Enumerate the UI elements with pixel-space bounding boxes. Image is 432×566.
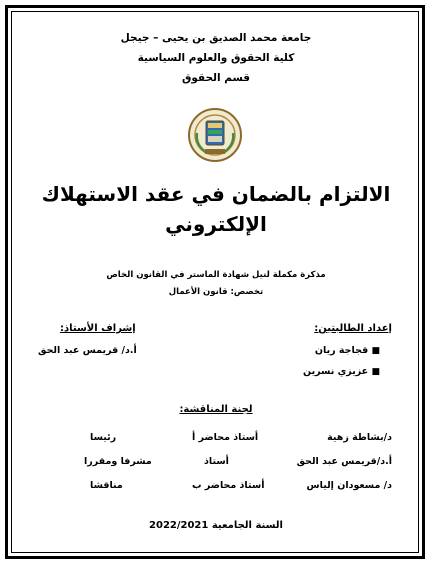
bullet-icon: ■ (371, 367, 380, 377)
page-border-inner (11, 11, 419, 553)
student-name-1 (315, 345, 380, 356)
committee-member-role: مشرفا ومقررا (84, 456, 152, 467)
committee-member-name: د/بشاطة زهية (327, 432, 392, 443)
committee-member-name: أ.د/قريمس عبد الحق (296, 456, 392, 467)
university-logo (187, 107, 243, 163)
university-name: جامعة محمد الصديق بن يحيى – جيجل (120, 32, 312, 44)
student-name-2-text: عزيزي نسرين (303, 366, 369, 377)
committee-member-role: مناقشا (90, 480, 123, 491)
committee-member-rank: أستاذ محاضر أ (192, 432, 259, 443)
student-name-1-text: قجاجة ريان (314, 345, 369, 356)
supervisor-name: أ.د/ قريمس عبد الحق (38, 345, 137, 356)
students-label: إعداد الطالبتين: (314, 323, 392, 334)
committee-member-name: د/ مسعودان إلياس (306, 480, 392, 491)
committee-member-role: رئيسا (90, 432, 117, 443)
committee-member-rank: أستاذ (204, 456, 229, 467)
memo-specialization: تخصص: قانون الأعمال (168, 287, 264, 297)
committee-label: لجنة المناقشة: (179, 404, 253, 415)
faculty-name: كلية الحقوق والعلوم السياسية (137, 52, 295, 64)
bullet-icon: ■ (371, 346, 380, 356)
thesis-title-line-2: الإلكتروني (165, 212, 267, 236)
thesis-title-line-1: الالتزام بالضمان في عقد الاستهلاك (41, 182, 391, 206)
department-name: قسم الحقوق (181, 72, 251, 84)
memo-description: مذكرة مكملة لنيل شهادة الماستر في القانون الخاص (106, 270, 326, 280)
academic-year: السنة الجامعية 2022/2021 (149, 520, 283, 531)
supervisor-label: إشراف الأستاذ: (60, 323, 136, 334)
committee-member-rank: أستاذ محاضر ب (192, 480, 265, 491)
student-name-2 (303, 366, 380, 377)
